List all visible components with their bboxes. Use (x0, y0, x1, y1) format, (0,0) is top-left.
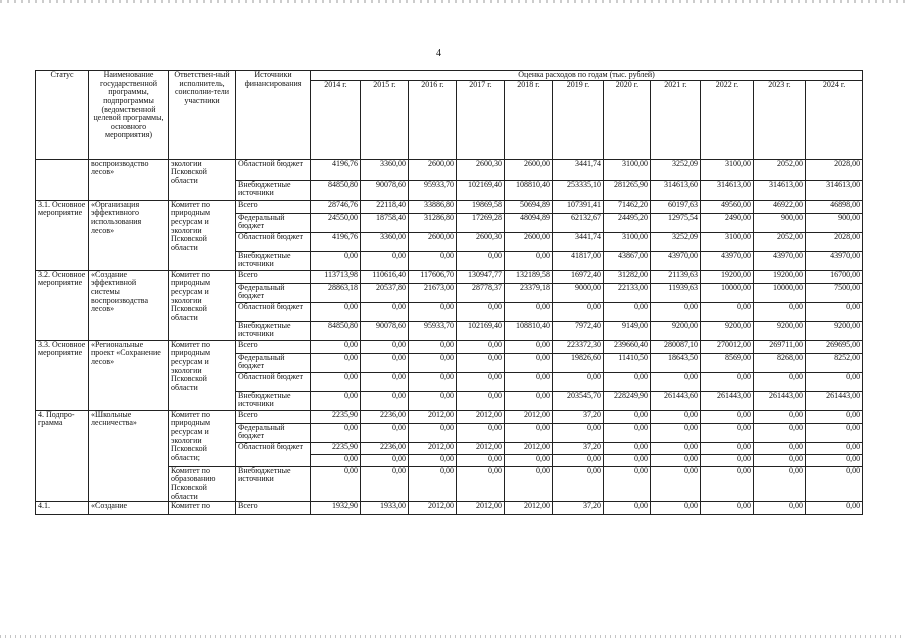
source-cell: Всего (236, 502, 311, 515)
value-cell: 0,00 (701, 410, 754, 423)
value-cell: 0,00 (457, 353, 505, 372)
value-cell: 0,00 (604, 423, 651, 442)
value-cell: 41817,00 (553, 251, 604, 270)
scan-edge-top (0, 0, 905, 3)
value-cell: 0,00 (604, 466, 651, 502)
value-cell: 21139,63 (651, 270, 701, 283)
value-cell: 1933,00 (361, 502, 409, 515)
value-cell: 2600,00 (409, 232, 457, 251)
value-cell: 2012,00 (505, 410, 553, 423)
source-cell: Внебюджетные источники (236, 251, 311, 270)
value-cell: 7972,40 (553, 321, 604, 340)
value-cell: 0,00 (361, 423, 409, 442)
value-cell: 0,00 (553, 423, 604, 442)
value-cell: 3441,74 (553, 232, 604, 251)
value-cell: 2012,00 (409, 502, 457, 515)
responsible-cell: Комитет по (169, 502, 236, 515)
value-cell: 95933,70 (409, 321, 457, 340)
value-cell: 9200,00 (651, 321, 701, 340)
responsible-cell: Комитет по образованию Псковской области (169, 466, 236, 502)
value-cell: 113713,98 (311, 270, 361, 283)
value-cell: 1932,90 (311, 502, 361, 515)
value-cell: 102169,40 (457, 321, 505, 340)
value-cell: 2012,00 (505, 442, 553, 454)
value-cell: 0,00 (505, 466, 553, 502)
value-cell: 2028,00 (806, 159, 863, 180)
value-cell: 12975,54 (651, 213, 701, 232)
value-cell: 2600,00 (409, 159, 457, 180)
table-row (36, 200, 863, 213)
value-cell: 10000,00 (701, 283, 754, 302)
value-cell: 33886,80 (409, 200, 457, 213)
responsible-cell: Комитет по природным ресурсам и экологии Псковской области (169, 270, 236, 340)
value-cell: 130947,77 (457, 270, 505, 283)
value-cell: 3100,00 (701, 232, 754, 251)
value-cell: 2600,00 (505, 159, 553, 180)
value-cell: 270012,00 (701, 340, 754, 353)
header-estimate: Оценка расходов по годам (тыс. рублей) (311, 71, 863, 81)
value-cell: 9200,00 (806, 321, 863, 340)
value-cell: 0,00 (409, 454, 457, 466)
source-cell: Всего (236, 340, 311, 353)
value-cell: 16972,40 (553, 270, 604, 283)
value-cell: 3100,00 (701, 159, 754, 180)
value-cell: 18758,40 (361, 213, 409, 232)
value-cell: 0,00 (505, 251, 553, 270)
value-cell: 20537,80 (361, 283, 409, 302)
value-cell: 0,00 (505, 423, 553, 442)
source-cell: Областной бюджет (236, 232, 311, 251)
value-cell: 71462,20 (604, 200, 651, 213)
value-cell: 2600,30 (457, 232, 505, 251)
source-cell: Областной бюджет (236, 159, 311, 180)
value-cell: 31282,00 (604, 270, 651, 283)
value-cell: 31286,80 (409, 213, 457, 232)
value-cell: 19826,60 (553, 353, 604, 372)
value-cell: 43867,00 (604, 251, 651, 270)
value-cell: 223372,30 (553, 340, 604, 353)
value-cell: 0,00 (457, 302, 505, 321)
value-cell: 28778,37 (457, 283, 505, 302)
source-cell: Внебюджетные источники (236, 321, 311, 340)
value-cell: 3360,00 (361, 232, 409, 251)
header-year: 2016 г. (409, 80, 457, 159)
name-cell: воспроизводство лесов» (89, 159, 169, 200)
value-cell: 2012,00 (457, 502, 505, 515)
value-cell: 107391,41 (553, 200, 604, 213)
header-year: 2021 г. (651, 80, 701, 159)
value-cell: 132189,58 (505, 270, 553, 283)
value-cell: 0,00 (754, 372, 806, 391)
value-cell: 16700,00 (806, 270, 863, 283)
header-year: 2017 г. (457, 80, 505, 159)
value-cell: 102169,40 (457, 180, 505, 200)
value-cell: 9200,00 (701, 321, 754, 340)
value-cell: 108810,40 (505, 180, 553, 200)
value-cell: 0,00 (754, 410, 806, 423)
value-cell: 269711,00 (754, 340, 806, 353)
value-cell: 0,00 (754, 502, 806, 515)
value-cell: 0,00 (701, 454, 754, 466)
value-cell: 900,00 (754, 213, 806, 232)
value-cell: 2012,00 (409, 410, 457, 423)
value-cell: 0,00 (409, 302, 457, 321)
value-cell: 90078,60 (361, 321, 409, 340)
value-cell: 0,00 (604, 454, 651, 466)
value-cell: 2600,30 (457, 159, 505, 180)
value-cell: 37,20 (553, 502, 604, 515)
value-cell: 0,00 (505, 454, 553, 466)
value-cell: 0,00 (651, 372, 701, 391)
header-year: 2023 г. (754, 80, 806, 159)
header-status: Статус (36, 71, 89, 160)
responsible-cell: Комитет по природным ресурсам и экологии Псковской области (169, 200, 236, 270)
value-cell: 37,20 (553, 410, 604, 423)
value-cell: 0,00 (361, 353, 409, 372)
value-cell: 3252,09 (651, 159, 701, 180)
value-cell: 0,00 (361, 454, 409, 466)
value-cell: 9000,00 (553, 283, 604, 302)
value-cell: 2236,00 (361, 442, 409, 454)
source-cell: Федеральный бюджет (236, 283, 311, 302)
name-cell: «Региональные проект «Сохранение лесов» (89, 340, 169, 410)
value-cell: 2235,90 (311, 442, 361, 454)
value-cell: 0,00 (701, 502, 754, 515)
value-cell: 19200,00 (701, 270, 754, 283)
value-cell: 110616,40 (361, 270, 409, 283)
header-responsible: Ответствен-ный исполнитель, соисполни-тели участники (169, 71, 236, 160)
header-year: 2018 г. (505, 80, 553, 159)
value-cell: 46922,00 (754, 200, 806, 213)
value-cell: 2490,00 (701, 213, 754, 232)
source-cell: Всего (236, 200, 311, 213)
value-cell: 0,00 (505, 340, 553, 353)
value-cell: 0,00 (651, 454, 701, 466)
value-cell: 24495,20 (604, 213, 651, 232)
value-cell: 24550,00 (311, 213, 361, 232)
table-row (36, 340, 863, 353)
value-cell: 0,00 (754, 466, 806, 502)
value-cell: 0,00 (457, 423, 505, 442)
value-cell: 2600,00 (505, 232, 553, 251)
source-cell: Внебюджетные источники (236, 180, 311, 200)
expenditure-table (35, 70, 863, 515)
value-cell: 0,00 (553, 454, 604, 466)
source-cell: Областной бюджет (236, 442, 311, 466)
status-cell (36, 159, 89, 200)
value-cell: 0,00 (701, 423, 754, 442)
value-cell: 19869,58 (457, 200, 505, 213)
value-cell: 0,00 (806, 423, 863, 442)
value-cell: 8252,00 (806, 353, 863, 372)
value-cell: 0,00 (311, 353, 361, 372)
value-cell: 84850,80 (311, 180, 361, 200)
value-cell: 3100,00 (604, 232, 651, 251)
value-cell: 0,00 (361, 251, 409, 270)
value-cell: 8569,00 (701, 353, 754, 372)
value-cell: 9149,00 (604, 321, 651, 340)
value-cell: 95933,70 (409, 180, 457, 200)
value-cell: 0,00 (311, 372, 361, 391)
value-cell: 228249,90 (604, 391, 651, 410)
table-row (36, 410, 863, 423)
source-cell: Всего (236, 270, 311, 283)
value-cell: 314613,00 (754, 180, 806, 200)
value-cell: 2052,00 (754, 159, 806, 180)
value-cell: 0,00 (409, 466, 457, 502)
value-cell: 0,00 (409, 372, 457, 391)
value-cell: 7500,00 (806, 283, 863, 302)
value-cell: 108810,40 (505, 321, 553, 340)
value-cell: 900,00 (806, 213, 863, 232)
value-cell: 0,00 (361, 466, 409, 502)
value-cell: 0,00 (311, 302, 361, 321)
value-cell: 28863,18 (311, 283, 361, 302)
value-cell: 9200,00 (754, 321, 806, 340)
name-cell: «Организация эффективного использования лесов» (89, 200, 169, 270)
value-cell: 22118,40 (361, 200, 409, 213)
value-cell: 43970,00 (806, 251, 863, 270)
value-cell: 90078,60 (361, 180, 409, 200)
value-cell: 2012,00 (505, 502, 553, 515)
responsible-cell: Комитет по природным ресурсам и экологии Псковской области (169, 340, 236, 410)
value-cell: 261443,00 (754, 391, 806, 410)
status-cell: 3.2. Основное мероприятие (36, 270, 89, 340)
value-cell: 117606,70 (409, 270, 457, 283)
name-cell: «Школьные лесничества» (89, 410, 169, 502)
value-cell: 314613,60 (651, 180, 701, 200)
value-cell: 0,00 (409, 391, 457, 410)
value-cell: 0,00 (409, 423, 457, 442)
value-cell: 239660,40 (604, 340, 651, 353)
value-cell: 0,00 (361, 340, 409, 353)
value-cell: 0,00 (361, 391, 409, 410)
value-cell: 0,00 (651, 423, 701, 442)
status-cell: 3.1. Основное мероприятие (36, 200, 89, 270)
table-row (36, 502, 863, 515)
value-cell: 22133,00 (604, 283, 651, 302)
source-cell: Внебюджетные источники (236, 391, 311, 410)
header-year: 2019 г. (553, 80, 604, 159)
value-cell: 2235,90 (311, 410, 361, 423)
value-cell: 8268,00 (754, 353, 806, 372)
status-cell: 4.1. (36, 502, 89, 515)
scan-edge-bottom (0, 635, 905, 638)
value-cell: 0,00 (409, 251, 457, 270)
value-cell: 0,00 (701, 302, 754, 321)
value-cell: 0,00 (651, 442, 701, 454)
value-cell: 0,00 (754, 302, 806, 321)
value-cell: 0,00 (754, 454, 806, 466)
value-cell: 48094,89 (505, 213, 553, 232)
value-cell: 203545,70 (553, 391, 604, 410)
value-cell: 17269,28 (457, 213, 505, 232)
value-cell: 0,00 (806, 502, 863, 515)
value-cell: 0,00 (806, 442, 863, 454)
source-cell: Федеральный бюджет (236, 213, 311, 232)
value-cell: 50694,89 (505, 200, 553, 213)
value-cell: 0,00 (311, 423, 361, 442)
value-cell: 280087,10 (651, 340, 701, 353)
value-cell: 253335,10 (553, 180, 604, 200)
table-row (36, 270, 863, 283)
value-cell: 2012,00 (409, 442, 457, 454)
value-cell: 0,00 (651, 410, 701, 423)
value-cell: 19200,00 (754, 270, 806, 283)
value-cell: 0,00 (754, 442, 806, 454)
name-cell: «Создание (89, 502, 169, 515)
value-cell: 0,00 (806, 454, 863, 466)
value-cell: 23379,18 (505, 283, 553, 302)
responsible-cell: экологии Псковской области (169, 159, 236, 200)
value-cell: 0,00 (457, 372, 505, 391)
value-cell: 0,00 (806, 410, 863, 423)
header-year: 2022 г. (701, 80, 754, 159)
value-cell: 0,00 (806, 302, 863, 321)
value-cell: 4196,76 (311, 232, 361, 251)
value-cell: 60197,63 (651, 200, 701, 213)
header-name: Наименование государственной программы, подпрограммы (ведомственной целевой программы, основного мероприятия) (89, 71, 169, 160)
source-cell: Федеральный бюджет (236, 353, 311, 372)
value-cell: 0,00 (701, 442, 754, 454)
value-cell: 11410,50 (604, 353, 651, 372)
value-cell: 0,00 (806, 466, 863, 502)
value-cell: 0,00 (311, 454, 361, 466)
value-cell: 0,00 (361, 302, 409, 321)
value-cell: 0,00 (701, 466, 754, 502)
value-cell: 0,00 (311, 466, 361, 502)
value-cell: 0,00 (553, 466, 604, 502)
value-cell: 2052,00 (754, 232, 806, 251)
value-cell: 0,00 (505, 372, 553, 391)
value-cell: 10000,00 (754, 283, 806, 302)
header-year: 2015 г. (361, 80, 409, 159)
value-cell: 28746,76 (311, 200, 361, 213)
header-year: 2020 г. (604, 80, 651, 159)
value-cell: 43970,00 (701, 251, 754, 270)
source-cell: Всего (236, 410, 311, 423)
responsible-cell: Комитет по природным ресурсам и экологии Псковской области; (169, 410, 236, 466)
value-cell: 37,20 (553, 442, 604, 454)
value-cell: 18643,50 (651, 353, 701, 372)
table-row (36, 159, 863, 180)
source-cell: Федеральный бюджет (236, 423, 311, 442)
value-cell: 269695,00 (806, 340, 863, 353)
value-cell: 261443,00 (806, 391, 863, 410)
value-cell: 0,00 (311, 391, 361, 410)
value-cell: 0,00 (604, 372, 651, 391)
value-cell: 314613,00 (806, 180, 863, 200)
value-cell: 46898,00 (806, 200, 863, 213)
value-cell: 0,00 (651, 302, 701, 321)
value-cell: 261443,00 (701, 391, 754, 410)
value-cell: 0,00 (604, 410, 651, 423)
value-cell: 0,00 (409, 353, 457, 372)
value-cell: 0,00 (457, 251, 505, 270)
value-cell: 281265,90 (604, 180, 651, 200)
name-cell: «Создание эффективной системы воспроизводства лесов» (89, 270, 169, 340)
value-cell: 0,00 (457, 454, 505, 466)
value-cell: 11939,63 (651, 283, 701, 302)
value-cell: 0,00 (604, 502, 651, 515)
value-cell: 0,00 (457, 340, 505, 353)
value-cell: 3360,00 (361, 159, 409, 180)
source-cell: Областной бюджет (236, 372, 311, 391)
status-cell: 4. Подпро-грамма (36, 410, 89, 502)
value-cell: 0,00 (754, 423, 806, 442)
value-cell: 4196,76 (311, 159, 361, 180)
value-cell: 2028,00 (806, 232, 863, 251)
value-cell: 0,00 (651, 502, 701, 515)
value-cell: 314613,00 (701, 180, 754, 200)
value-cell: 0,00 (651, 466, 701, 502)
value-cell: 0,00 (604, 442, 651, 454)
value-cell: 0,00 (457, 391, 505, 410)
value-cell: 0,00 (409, 340, 457, 353)
value-cell: 3252,09 (651, 232, 701, 251)
status-cell: 3.3. Основное мероприятие (36, 340, 89, 410)
source-cell: Внебюджетные источники (236, 466, 311, 502)
value-cell: 3100,00 (604, 159, 651, 180)
value-cell: 0,00 (505, 302, 553, 321)
value-cell: 21673,00 (409, 283, 457, 302)
value-cell: 43970,00 (754, 251, 806, 270)
value-cell: 0,00 (806, 372, 863, 391)
value-cell: 43970,00 (651, 251, 701, 270)
value-cell: 2012,00 (457, 410, 505, 423)
value-cell: 49560,00 (701, 200, 754, 213)
value-cell: 62132,67 (553, 213, 604, 232)
value-cell: 3441,74 (553, 159, 604, 180)
value-cell: 2236,00 (361, 410, 409, 423)
value-cell: 0,00 (361, 372, 409, 391)
header-year: 2014 г. (311, 80, 361, 159)
value-cell: 2012,00 (457, 442, 505, 454)
value-cell: 84850,80 (311, 321, 361, 340)
source-cell: Областной бюджет (236, 302, 311, 321)
header-year: 2024 г. (806, 80, 863, 159)
value-cell: 261443,60 (651, 391, 701, 410)
value-cell: 0,00 (311, 251, 361, 270)
value-cell: 0,00 (457, 466, 505, 502)
header-sources: Источники финансирования (236, 71, 311, 160)
value-cell: 0,00 (505, 353, 553, 372)
value-cell: 0,00 (701, 372, 754, 391)
value-cell: 0,00 (505, 391, 553, 410)
value-cell: 0,00 (553, 302, 604, 321)
value-cell: 0,00 (553, 372, 604, 391)
value-cell: 0,00 (311, 340, 361, 353)
value-cell: 0,00 (604, 302, 651, 321)
page-number: 4 (436, 48, 441, 59)
